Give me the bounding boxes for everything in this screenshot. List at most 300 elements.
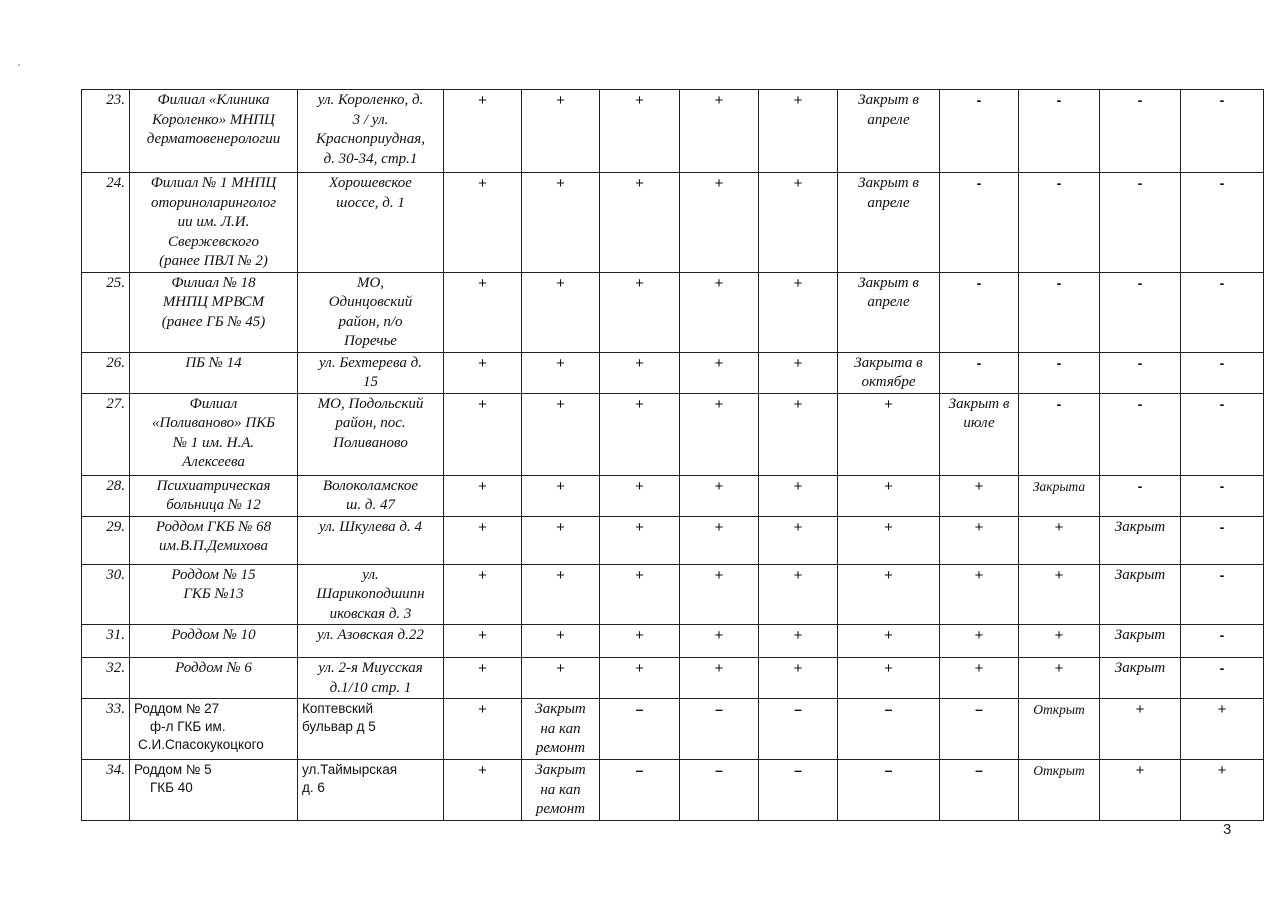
facility-name-line: им.В.П.Демихова (159, 538, 268, 554)
dash-mark: - (1137, 274, 1143, 291)
address-line: Хорошевское (329, 175, 412, 191)
status-cell (1181, 173, 1264, 273)
plus-mark: + (974, 627, 984, 644)
table-body (82, 90, 1264, 821)
page-number: 3 (1223, 821, 1232, 838)
plus-mark: + (793, 92, 803, 109)
status-cell (444, 760, 522, 821)
address-line: ул.Таймырская (302, 762, 398, 777)
facility-name-line: оториноларинголог (150, 194, 277, 211)
status-cell (522, 516, 600, 564)
status-cell (1181, 393, 1264, 475)
status-cell (759, 699, 838, 760)
status-cell (838, 516, 940, 564)
status-cell (444, 90, 522, 173)
dash-mark: – (884, 762, 893, 778)
table-row (82, 625, 1264, 658)
address-line: ул. 2-я Миусская (318, 660, 423, 676)
status-cell (1181, 760, 1264, 821)
plus-mark: + (556, 175, 565, 192)
dash-mark: – (884, 701, 893, 717)
facility-name-line: Роддом № 27 (134, 701, 220, 716)
plus-mark: + (556, 395, 565, 413)
facility-name-line: Короленко» МНПЦ (152, 111, 275, 128)
status-cell (1019, 760, 1100, 821)
plus-mark: + (478, 762, 487, 779)
row-number: 28. (82, 475, 130, 516)
plus-mark: + (793, 566, 803, 584)
status-cell (759, 760, 838, 821)
plus-mark: + (974, 566, 984, 584)
dash-mark: – (975, 701, 983, 717)
status-text: Закрыт на кап ремонт (535, 701, 586, 756)
status-cell (838, 699, 940, 760)
plus-mark: + (1217, 701, 1227, 718)
table-row (82, 699, 1264, 760)
plus-mark: + (793, 518, 803, 536)
plus-mark: + (1054, 566, 1064, 584)
status-cell (600, 658, 680, 699)
status-cell (522, 352, 600, 393)
plus-mark: + (884, 518, 893, 536)
status-cell (680, 658, 759, 699)
address-line: ул. Азовская д.22 (317, 627, 424, 643)
facility-status-table (81, 89, 1264, 821)
status-cell (1181, 90, 1264, 173)
status-cell (680, 90, 759, 173)
plus-mark: + (884, 395, 893, 413)
plus-mark: + (478, 395, 487, 413)
dash-mark: - (976, 354, 982, 371)
facility-name-line: Свержевского (168, 233, 259, 250)
status-cell (1181, 352, 1264, 393)
address-cell (298, 173, 444, 273)
facility-name-line: ПБ № 14 (185, 354, 242, 371)
address-cell (298, 760, 444, 821)
status-text: Закрыт в июле (948, 395, 1010, 431)
status-cell (1100, 352, 1181, 393)
status-cell (522, 272, 600, 352)
status-cell (1019, 393, 1100, 475)
plus-mark: + (1217, 762, 1227, 779)
address-cell (298, 516, 444, 564)
dash-mark: – (715, 762, 723, 778)
status-cell (522, 475, 600, 516)
status-cell (940, 699, 1019, 760)
row-number: 29. (82, 516, 130, 564)
facility-name-line: МНПЦ МРВСМ (162, 294, 265, 310)
status-cell (1181, 658, 1264, 699)
plus-mark: + (478, 566, 487, 584)
dash-mark: - (976, 274, 982, 291)
plus-mark: + (478, 92, 487, 109)
status-cell (444, 272, 522, 352)
status-cell (940, 658, 1019, 699)
status-cell (838, 393, 940, 475)
status-cell (1019, 658, 1100, 699)
facility-name-line: Роддом № 5 (134, 762, 212, 777)
address-cell (298, 90, 444, 173)
address-line: район, пос. (335, 415, 406, 431)
dash-mark: - (1137, 395, 1143, 412)
status-cell (1019, 516, 1100, 564)
facility-name-line: ГКБ 40 (150, 780, 193, 795)
plus-mark: + (714, 566, 724, 584)
table-row (82, 516, 1264, 564)
status-cell (1019, 173, 1100, 273)
dash-mark: - (1056, 395, 1062, 412)
plus-mark: + (556, 566, 565, 584)
address-line: Одинцовский (328, 294, 413, 310)
status-cell (1019, 699, 1100, 760)
dash-mark: - (1137, 175, 1143, 191)
facility-name-cell (130, 173, 298, 273)
row-number: 24. (82, 173, 130, 273)
plus-mark: + (556, 518, 565, 536)
status-cell (838, 173, 940, 273)
dash-mark: - (1137, 92, 1143, 108)
status-cell (1019, 564, 1100, 625)
dash-mark: – (975, 762, 983, 778)
status-cell (759, 658, 838, 699)
status-text: Закрыт на кап ремонт (535, 762, 586, 817)
facility-name-cell (130, 699, 298, 760)
plus-mark: + (714, 627, 724, 644)
address-line: шоссе, д. 1 (336, 194, 405, 211)
table-row (82, 352, 1264, 393)
status-cell (522, 564, 600, 625)
dash-mark: - (1219, 518, 1225, 535)
status-cell (444, 516, 522, 564)
status-cell (1100, 393, 1181, 475)
status-text: Закрыт в апреле (858, 92, 919, 128)
dash-mark: – (635, 762, 644, 778)
status-text: Закрыт (1114, 660, 1166, 676)
dash-mark: - (1219, 274, 1225, 291)
plus-mark: + (635, 660, 644, 677)
status-cell (600, 173, 680, 273)
plus-mark: + (556, 477, 565, 495)
plus-mark: + (478, 627, 487, 644)
dash-mark: - (1219, 395, 1225, 412)
plus-mark: + (1054, 518, 1064, 536)
facility-name-cell (130, 564, 298, 625)
status-cell (1100, 760, 1181, 821)
dash-mark: - (1056, 274, 1062, 291)
plus-mark: + (478, 477, 487, 495)
status-cell (838, 760, 940, 821)
status-cell (838, 625, 940, 658)
table-row (82, 272, 1264, 352)
plus-mark: + (793, 477, 803, 495)
dash-mark: - (1219, 92, 1225, 108)
status-cell (600, 564, 680, 625)
dash-mark: - (1219, 627, 1225, 643)
facility-name-line: С.И.Спасокукоцкого (138, 737, 264, 752)
facility-name-line: (ранее ПВЛ № 2) (159, 253, 268, 269)
plus-mark: + (1054, 660, 1064, 677)
plus-mark: + (793, 274, 803, 292)
plus-mark: + (884, 566, 893, 584)
status-cell (1019, 90, 1100, 173)
status-cell (680, 516, 759, 564)
dash-mark: - (976, 92, 982, 108)
status-text: Закрыт в апреле (858, 175, 919, 211)
table-row (82, 173, 1264, 273)
plus-mark: + (635, 518, 644, 536)
plus-mark: + (635, 354, 644, 372)
table-row (82, 564, 1264, 625)
status-cell (940, 760, 1019, 821)
status-cell (1181, 699, 1264, 760)
facility-name-line: ии им. Л.И. (177, 214, 250, 230)
address-cell (298, 393, 444, 475)
status-cell (1181, 516, 1264, 564)
plus-mark: + (714, 175, 724, 192)
plus-mark: + (793, 354, 803, 372)
facility-name-line: ф-л ГКБ им. (150, 719, 226, 734)
table-row (82, 475, 1264, 516)
plus-mark: + (635, 92, 644, 109)
status-text: Закрыта в октябре (854, 354, 923, 390)
address-cell (298, 625, 444, 658)
status-cell (1181, 564, 1264, 625)
address-cell (298, 699, 444, 760)
table-row (82, 90, 1264, 173)
facility-name-cell (130, 625, 298, 658)
address-line: ул. (362, 566, 379, 583)
status-cell (600, 352, 680, 393)
dash-mark: - (1137, 477, 1143, 494)
status-cell (1100, 658, 1181, 699)
status-cell (600, 272, 680, 352)
facility-name-cell (130, 760, 298, 821)
facility-name-line: № 1 им. Н.А. (172, 434, 255, 451)
status-cell (680, 760, 759, 821)
plus-mark: + (635, 566, 644, 584)
plus-mark: + (635, 477, 644, 495)
status-cell (838, 475, 940, 516)
facility-name-line: Роддом № 10 (171, 627, 256, 643)
dash-mark: – (715, 701, 723, 717)
row-number: 32. (82, 658, 130, 699)
status-cell (759, 564, 838, 625)
status-text: Открыт (1033, 702, 1085, 717)
dash-mark: – (635, 701, 644, 717)
row-number: 26. (82, 352, 130, 393)
status-cell (680, 173, 759, 273)
status-text: Закрыта (1032, 478, 1086, 494)
facility-name-cell (130, 475, 298, 516)
status-cell (940, 475, 1019, 516)
address-line: Поливаново (333, 434, 408, 451)
status-cell (680, 272, 759, 352)
dash-mark: - (1056, 175, 1062, 191)
status-cell (522, 625, 600, 658)
status-cell (940, 516, 1019, 564)
plus-mark: + (635, 627, 644, 644)
status-text: Закрыт в апреле (858, 274, 919, 310)
status-cell (444, 699, 522, 760)
dash-mark: - (1219, 354, 1225, 371)
status-cell (759, 475, 838, 516)
row-number: 23. (82, 90, 130, 173)
plus-mark: + (478, 518, 487, 536)
plus-mark: + (1054, 627, 1064, 644)
address-line: МО, (356, 274, 385, 291)
row-number: 27. (82, 393, 130, 475)
address-line: Поречье (344, 333, 397, 349)
status-cell (1019, 352, 1100, 393)
address-line: Красноприудная, (316, 131, 425, 147)
dash-mark: - (976, 175, 982, 191)
facility-name-line: Роддом ГКБ № 68 (155, 518, 272, 535)
status-cell (600, 393, 680, 475)
address-line: район, п/о (338, 313, 403, 330)
status-cell (1181, 625, 1264, 658)
address-line: д. 6 (302, 780, 325, 795)
dash-mark: – (794, 701, 802, 717)
dash-mark: - (1056, 92, 1062, 108)
dash-mark: - (1219, 566, 1225, 583)
plus-mark: + (1135, 701, 1145, 718)
status-cell (940, 90, 1019, 173)
plus-mark: + (478, 175, 487, 192)
facility-name-line: Психиатрическая (156, 477, 271, 494)
status-text: Открыт (1033, 763, 1085, 778)
plus-mark: + (714, 477, 724, 495)
status-cell (838, 272, 940, 352)
plus-mark: + (714, 354, 724, 372)
plus-mark: + (635, 175, 644, 192)
address-line: д.1/10 стр. 1 (329, 679, 412, 696)
facility-name-line: Филиал № 18 (171, 274, 256, 291)
plus-mark: + (556, 660, 565, 677)
address-line: МО, Подольский (317, 395, 424, 412)
facility-name-cell (130, 658, 298, 699)
status-cell (680, 475, 759, 516)
status-cell (1019, 625, 1100, 658)
status-cell (680, 564, 759, 625)
facility-name-cell (130, 393, 298, 475)
plus-mark: + (556, 274, 565, 292)
dash-mark: - (1137, 354, 1143, 371)
status-cell (759, 352, 838, 393)
status-cell (444, 658, 522, 699)
row-number: 34. (82, 760, 130, 821)
status-cell (600, 516, 680, 564)
status-cell (1100, 173, 1181, 273)
plus-mark: + (635, 274, 644, 292)
plus-mark: + (635, 395, 644, 413)
status-cell (444, 625, 522, 658)
plus-mark: + (714, 518, 724, 536)
address-cell (298, 272, 444, 352)
status-cell (522, 393, 600, 475)
facility-name-line: Филиал «Клиника (157, 92, 270, 108)
status-cell (444, 352, 522, 393)
status-cell (444, 475, 522, 516)
address-line: д. 30-34, стр.1 (323, 150, 418, 167)
status-text: Закрыт (1114, 518, 1166, 535)
status-cell (1181, 272, 1264, 352)
status-text: Закрыт (1114, 627, 1166, 643)
plus-mark: + (714, 395, 724, 413)
dash-mark: - (1219, 175, 1225, 191)
status-cell (680, 393, 759, 475)
status-cell (522, 699, 600, 760)
status-text: Закрыт (1114, 566, 1166, 583)
status-cell (1100, 564, 1181, 625)
status-cell (940, 564, 1019, 625)
row-number: 25. (82, 272, 130, 352)
status-cell (1100, 516, 1181, 564)
address-line: бульвар д 5 (302, 719, 376, 734)
address-line: Волоколамское (322, 477, 419, 494)
status-cell (522, 658, 600, 699)
table-row (82, 760, 1264, 821)
plus-mark: + (556, 354, 565, 372)
status-cell (1019, 475, 1100, 516)
address-cell (298, 475, 444, 516)
status-cell (759, 516, 838, 564)
status-cell (838, 564, 940, 625)
status-cell (680, 625, 759, 658)
table-row (82, 658, 1264, 699)
plus-mark: + (714, 660, 724, 677)
address-line: иковская д. 3 (329, 605, 412, 622)
status-cell (838, 352, 940, 393)
status-cell (522, 760, 600, 821)
address-cell (298, 658, 444, 699)
status-cell (444, 393, 522, 475)
facility-name-line: Алексеева (182, 454, 245, 470)
facility-name-cell (130, 272, 298, 352)
status-cell (600, 625, 680, 658)
plus-mark: + (478, 660, 487, 677)
status-cell (759, 625, 838, 658)
status-cell (838, 90, 940, 173)
plus-mark: + (478, 701, 487, 718)
facility-name-line: больница № 12 (166, 497, 261, 513)
dash-mark: - (1219, 477, 1225, 494)
status-cell (940, 393, 1019, 475)
plus-mark: + (793, 175, 803, 192)
address-cell (298, 564, 444, 625)
address-line: Шарикоподшипн (316, 586, 425, 602)
row-number: 33. (82, 699, 130, 760)
facility-name-line: ГКБ №13 (183, 586, 244, 602)
status-cell (444, 173, 522, 273)
plus-mark: + (974, 518, 984, 536)
plus-mark: + (974, 477, 984, 495)
dash-mark: - (1219, 660, 1225, 676)
status-cell (940, 173, 1019, 273)
facility-name-line: «Поливаново» ПКБ (151, 415, 276, 431)
status-cell (759, 90, 838, 173)
status-cell (838, 658, 940, 699)
status-cell (1100, 90, 1181, 173)
status-cell (522, 173, 600, 273)
address-line: ул. Короленко, д. (317, 92, 424, 108)
status-cell (940, 352, 1019, 393)
facility-name-line: Роддом № 6 (175, 660, 252, 676)
facility-name-line: Филиал № 1 МНПЦ (150, 175, 277, 191)
status-cell (1100, 625, 1181, 658)
plus-mark: + (714, 274, 724, 292)
plus-mark: + (793, 627, 803, 644)
plus-mark: + (478, 274, 487, 292)
